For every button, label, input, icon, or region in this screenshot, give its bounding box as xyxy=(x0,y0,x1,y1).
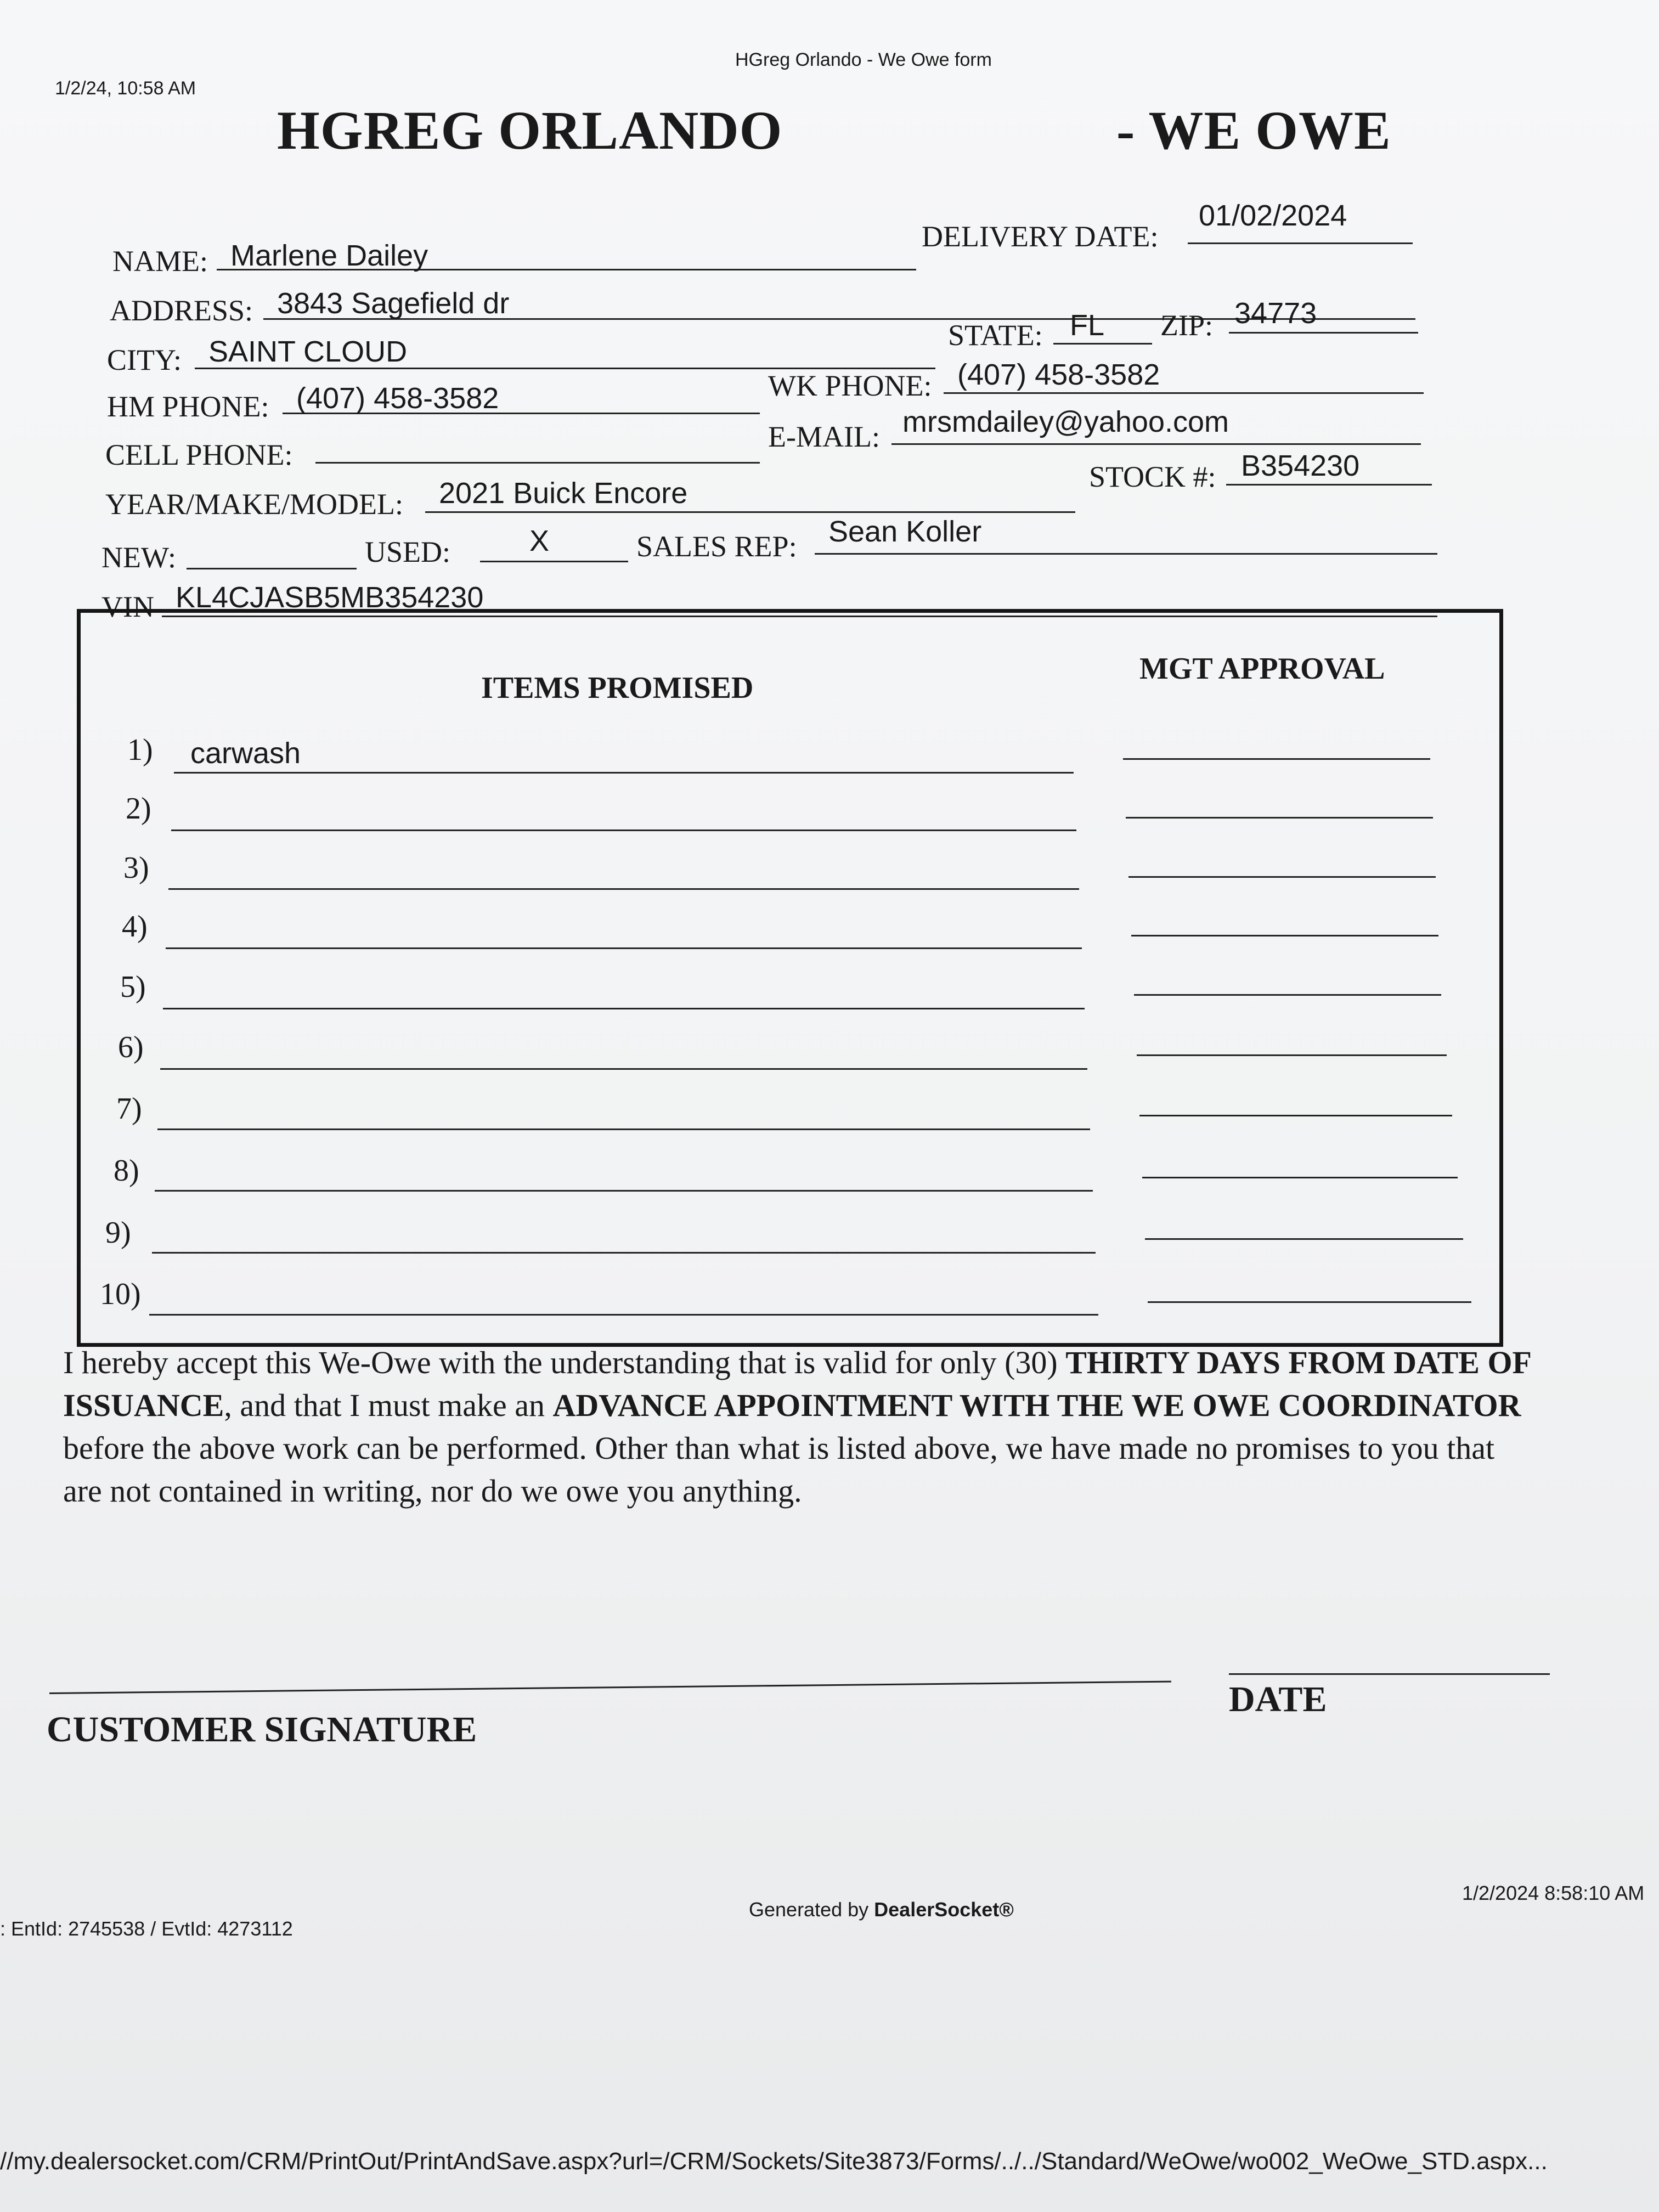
email-line xyxy=(891,443,1421,445)
generated-by xyxy=(749,1898,1014,1921)
mgt-approval-heading: MGT APPROVAL xyxy=(1139,652,1385,686)
vehicle-value: 2021 Buick Encore xyxy=(439,477,688,510)
sales-rep-label: SALES REP: xyxy=(636,530,797,563)
approval-line xyxy=(1131,935,1438,936)
item-line xyxy=(160,1068,1087,1070)
vin-label: VIN xyxy=(101,590,154,623)
delivery-date-line xyxy=(1188,242,1413,244)
item-number: 6) xyxy=(118,1030,144,1064)
customer-signature-label: CUSTOMER SIGNATURE xyxy=(47,1709,477,1750)
agreement-bold-part: ADVANCE APPOINTMENT WITH THE WE OWE COORDINATOR xyxy=(552,1387,1521,1423)
zip-line xyxy=(1229,332,1418,334)
entity-ids: : EntId: 2745538 / EvtId: 4273112 xyxy=(0,1917,293,1940)
state-label: STATE: xyxy=(948,319,1043,352)
item-line xyxy=(163,1008,1085,1009)
form-title-we-owe: - WE OWE xyxy=(1116,100,1391,161)
item-number: 1) xyxy=(127,733,153,767)
name-value: Marlene Dailey xyxy=(230,239,428,272)
item-number: 3) xyxy=(123,851,149,885)
address-label: ADDRESS: xyxy=(110,294,253,327)
state-line xyxy=(1053,343,1152,345)
delivery-date-label: DELIVERY DATE: xyxy=(922,220,1159,253)
email-value: mrsmdailey@yahoo.com xyxy=(902,405,1229,438)
used-value: X xyxy=(529,524,550,557)
stock-line xyxy=(1226,484,1432,486)
vin-value: KL4CJASB5MB354230 xyxy=(176,581,484,614)
approval-line xyxy=(1123,758,1430,760)
generated-by-brand: DealerSocket® xyxy=(874,1898,1014,1921)
agreement-text-part: , and that I must make an xyxy=(224,1387,553,1423)
work-phone-value: (407) 458-3582 xyxy=(957,358,1160,391)
generated-by-text: Generated by xyxy=(749,1898,874,1921)
stock-value: B354230 xyxy=(1241,449,1360,482)
agreement-bold-part: THIRTY DAYS FROM DATE OF ISSUANCE xyxy=(63,1345,1531,1423)
item-number: 10) xyxy=(100,1277,141,1311)
item-line xyxy=(168,888,1079,890)
zip-value: 34773 xyxy=(1234,297,1317,330)
item-number: 7) xyxy=(116,1092,142,1126)
delivery-date-value: 01/02/2024 xyxy=(1199,199,1347,232)
item-line xyxy=(152,1252,1096,1254)
item-number: 2) xyxy=(126,792,151,826)
approval-line xyxy=(1145,1238,1463,1240)
sales-rep-line xyxy=(815,553,1437,555)
items-promised-heading: ITEMS PROMISED xyxy=(481,671,754,705)
home-phone-value: (407) 458-3582 xyxy=(296,382,499,415)
item-line xyxy=(166,947,1082,949)
zip-label: ZIP: xyxy=(1160,309,1214,342)
approval-line xyxy=(1128,876,1436,878)
items-promised-box xyxy=(77,609,1503,1347)
date-line xyxy=(1229,1673,1550,1675)
item-line xyxy=(174,772,1074,774)
approval-line xyxy=(1148,1301,1471,1303)
name-label: NAME: xyxy=(112,245,208,278)
agreement-text-part: before the above work can be performed. Other than what is listed above, we have made no promises to you that are not contained in writing, nor do we owe you anything. xyxy=(63,1430,1495,1509)
print-timestamp: 1/2/24, 10:58 AM xyxy=(55,78,196,99)
address-value: 3843 Sagefield dr xyxy=(277,287,510,320)
new-line xyxy=(187,568,357,569)
item-number: 8) xyxy=(114,1154,139,1188)
print-url: //my.dealersocket.com/CRM/PrintOut/PrintAndSave.aspx?url=/CRM/Sockets/Site3873/Forms/../../Standard/WeOwe/wo002_WeOwe_STD.aspx... xyxy=(0,2148,1548,2175)
work-phone-line xyxy=(944,392,1424,394)
work-phone-label: WK PHONE: xyxy=(768,369,932,402)
state-value: FL xyxy=(1070,309,1105,342)
vehicle-label: YEAR/MAKE/MODEL: xyxy=(105,488,403,521)
used-line xyxy=(480,561,628,562)
item-line xyxy=(171,830,1076,831)
generated-timestamp: 1/2/2024 8:58:10 AM xyxy=(1462,1882,1645,1904)
home-phone-label: HM PHONE: xyxy=(107,390,269,423)
agreement-text xyxy=(63,1341,1533,1513)
stock-label: STOCK #: xyxy=(1089,460,1216,493)
approval-line xyxy=(1139,1115,1452,1116)
cell-phone-label: CELL PHONE: xyxy=(105,438,293,471)
item-number: 5) xyxy=(120,970,146,1004)
item-line xyxy=(149,1314,1098,1316)
email-label: E-MAIL: xyxy=(768,420,880,453)
city-label: CITY: xyxy=(107,343,182,376)
print-page-title: HGreg Orlando - We Owe form xyxy=(735,49,992,70)
vehicle-line xyxy=(425,511,1075,513)
agreement-text-part: I hereby accept this We-Owe with the understanding that is valid for only (30) xyxy=(63,1345,1066,1380)
date-label: DATE xyxy=(1229,1679,1327,1719)
new-label: NEW: xyxy=(101,541,176,574)
approval-line xyxy=(1137,1054,1447,1056)
used-label: USED: xyxy=(365,535,451,568)
item-line xyxy=(157,1128,1090,1130)
item-line xyxy=(155,1190,1093,1192)
city-value: SAINT CLOUD xyxy=(208,335,408,368)
form-title-dealer: HGREG ORLANDO xyxy=(277,100,783,161)
approval-line xyxy=(1134,994,1441,996)
customer-signature-line xyxy=(49,1681,1171,1694)
item-value: carwash xyxy=(190,737,301,770)
item-number: 4) xyxy=(122,910,148,944)
cell-phone-line xyxy=(315,462,760,464)
sales-rep-value: Sean Koller xyxy=(828,515,982,548)
approval-line xyxy=(1126,817,1433,819)
approval-line xyxy=(1142,1177,1458,1178)
item-number: 9) xyxy=(105,1216,131,1250)
